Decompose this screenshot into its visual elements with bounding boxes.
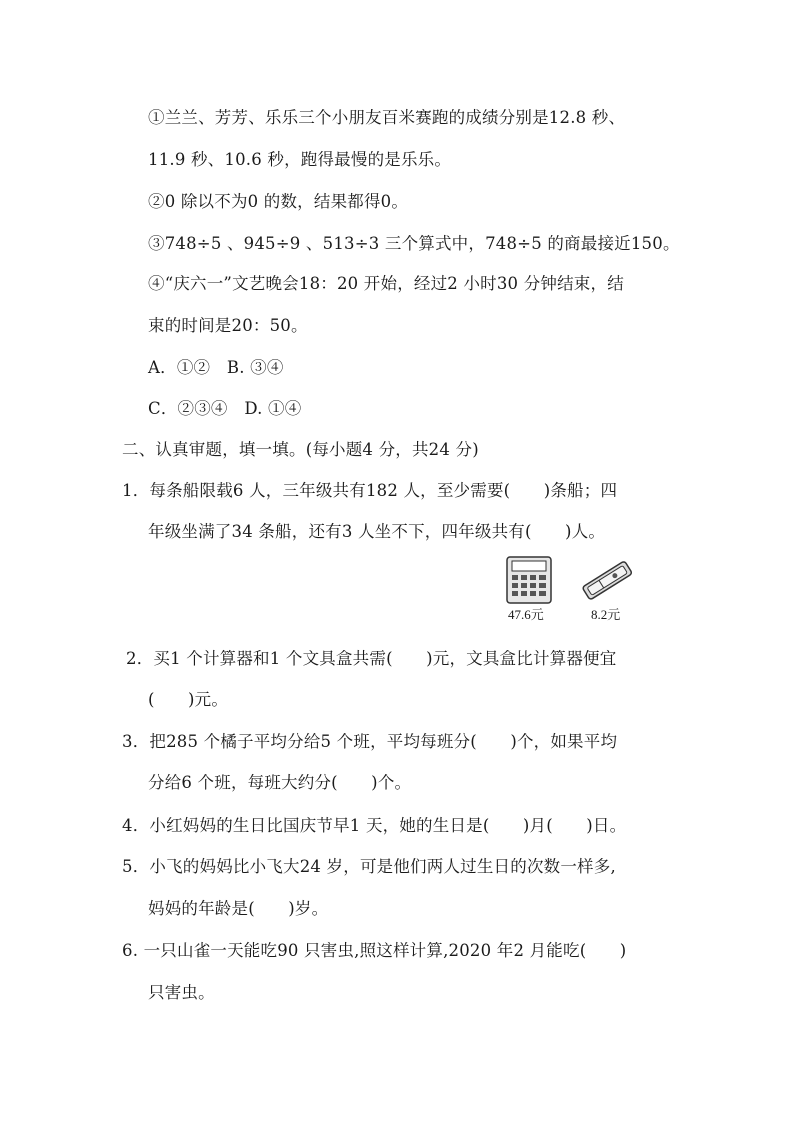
judge-line-5: ④“庆六一”文艺晚会18：20 开始，经过2 小时30 分钟结束，结 (148, 274, 624, 293)
question-1-line-2: 年级坐满了34 条船，还有3 人坐不下，四年级共有( )人。 (148, 522, 606, 541)
pencil-box-icon (578, 558, 636, 602)
question-2-line-2: ( )元。 (148, 690, 229, 709)
question-5-line-1: 5．小飞的妈妈比小飞大24 岁，可是他们两人过生日的次数一样多, (122, 857, 616, 876)
question-6-line-1: 6. 一只山雀一天能吃90 只害虫,照这样计算,2020 年2 月能吃( ) (122, 941, 627, 960)
calculator-price: 47.6元 (508, 607, 544, 622)
question-2-line-1: 2．买1 个计算器和1 个文具盒共需( )元，文具盒比计算器便宜 (126, 649, 617, 668)
question-3-line-2: 分给6 个班，每班大约分( )个。 (148, 773, 412, 792)
question-1-line-1: 1．每条船限载6 人，三年级共有182 人，至少需要( )条船；四 (122, 481, 618, 500)
options-row-2: C．②③④ D. ①④ (148, 399, 302, 418)
question-4-line-1: 4．小红妈妈的生日比国庆节早1 天，她的生日是( )月( )日。 (122, 816, 627, 835)
judge-line-1: ①兰兰、芳芳、乐乐三个小朋友百米赛跑的成绩分别是12.8 秒、 (148, 108, 626, 127)
calculator-icon (505, 555, 553, 605)
question-6-line-2: 只害虫。 (148, 983, 215, 1002)
section-2-title: 二、认真审题，填一填。(每小题4 分，共24 分) (122, 440, 479, 459)
pencil-box-price: 8.2元 (591, 607, 621, 622)
question-3-line-1: 3．把285 个橘子平均分给5 个班，平均每班分( )个，如果平均 (122, 732, 618, 751)
judge-line-6: 束的时间是20：50。 (148, 316, 308, 335)
judge-line-2: 11.9 秒、10.6 秒，跑得最慢的是乐乐。 (148, 150, 452, 169)
options-row-1: A．①② B. ③④ (148, 358, 284, 377)
judge-line-3: ②0 除以不为0 的数，结果都得0。 (148, 192, 409, 211)
judge-line-4: ③748÷5 、945÷9 、513÷3 三个算式中，748÷5 的商最接近150。 (148, 234, 680, 253)
question-5-line-2: 妈妈的年龄是( )岁。 (148, 899, 329, 918)
